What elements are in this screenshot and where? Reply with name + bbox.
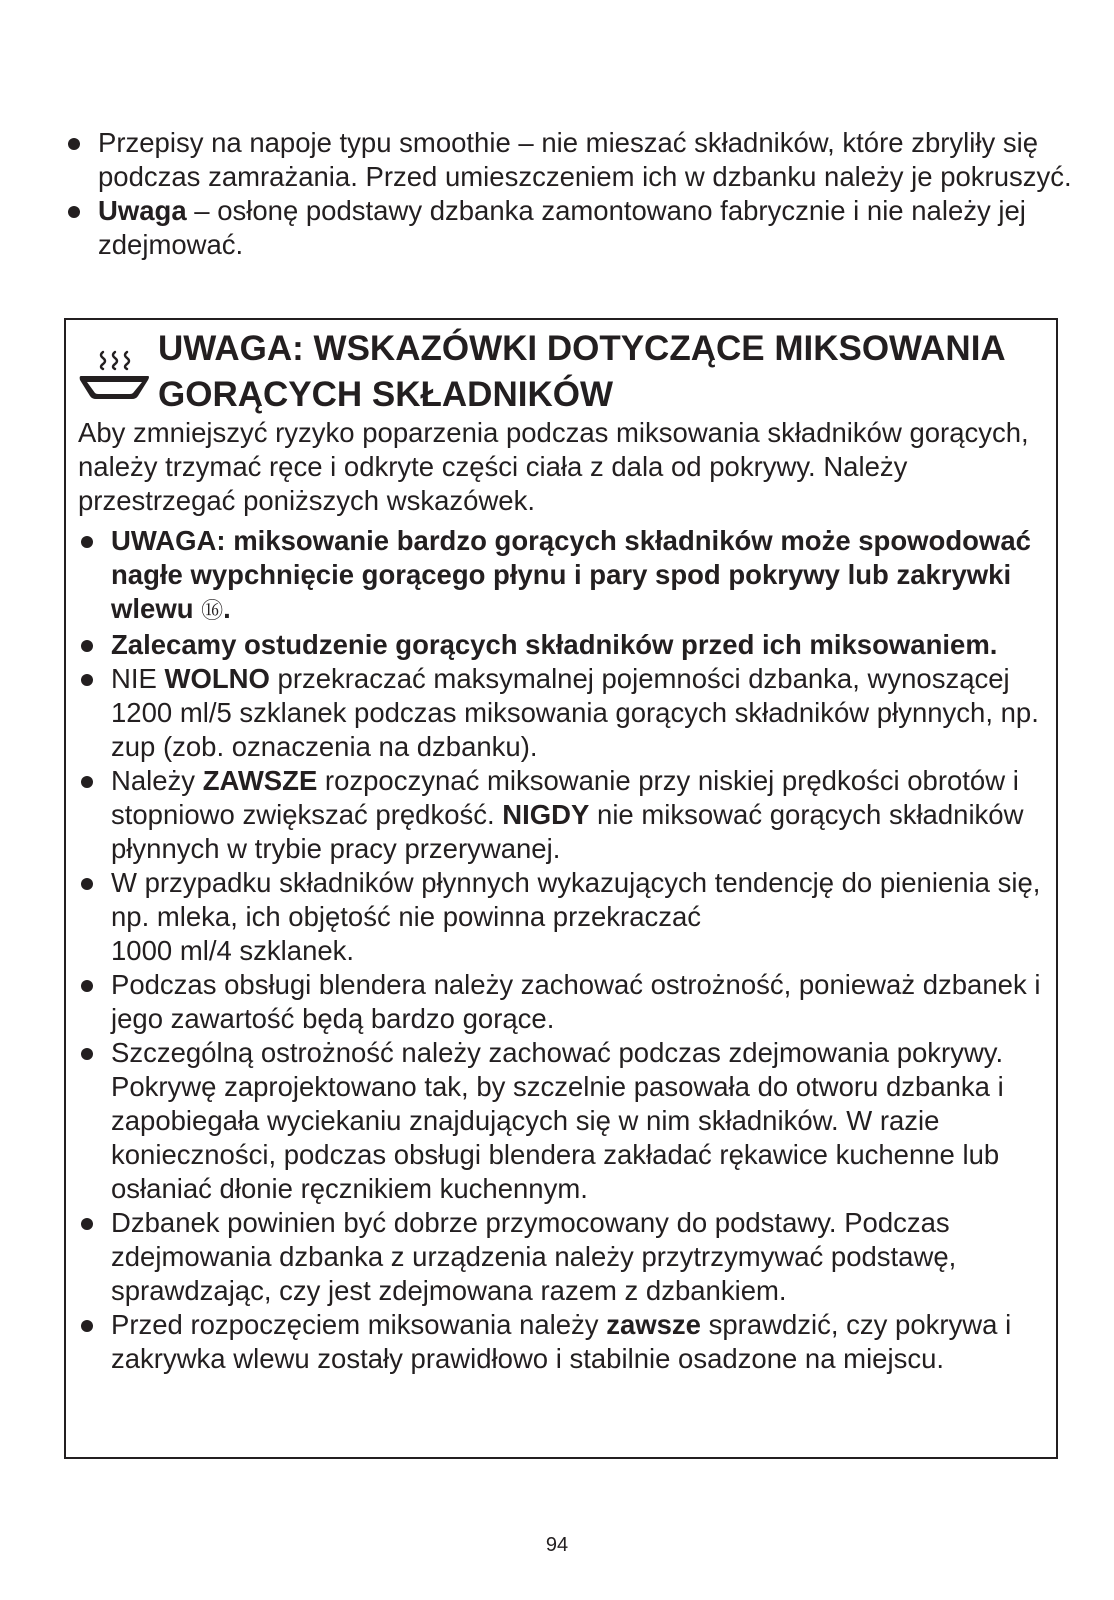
warning-intro: Aby zmniejszyć ryzyko poparzenia podczas miksowania składników gorących, należy trzymać ręce i odkryte części ciała z dala od pokrywy. Należy przestrzegać poniższych wskazówek. [78, 417, 1029, 516]
list-item: Szczególną ostrożność należy zachować podczas zdejmowania pokrywy. Pokrywę zaprojektowano tak, by szczelnie pasowała do otworu dzbanka i zapobiegała wyciekaniu znajdujących się w nim składników. W razie konieczności, podczas obsługi blendera zakładać rękawice kuchenne lub osłaniać dłonie ręcznikiem kuchennym. [78, 1036, 1053, 1206]
hot-bowl-steam-icon [74, 332, 156, 414]
hot-ingredients-warning-box [64, 318, 1058, 1459]
list-item: Uwaga – osłonę podstawy dzbanka zamontowano fabrycznie i nie należy jej zdejmować. [68, 194, 1078, 262]
list-item: UWAGA: miksowanie bardzo gorących składników może spowodować nagłe wypchnięcie gorącego płynu i pary spod pokrywy lub zakrywki wlewu ⑯. [78, 524, 1053, 628]
list-item: Należy ZAWSZE rozpoczynać miksowanie przy niskiej prędkości obrotów i stopniowo zwiększać prędkość. NIGDY nie miksować gorących składników płynnych w trybie pracy przerywanej. [78, 764, 1053, 866]
top-bullet-list [68, 126, 1078, 262]
warning-heading: UWAGA: WSKAZÓWKI DOTYCZĄCE MIKSOWANIA GORĄCYCH SKŁADNIKÓW [158, 329, 1006, 414]
list-item: Przepisy na napoje typu smoothie – nie mieszać składników, które zbryliły się podczas zamrażania. Przed umieszczeniem ich w dzbanku należy je pokruszyć. [68, 126, 1078, 194]
warning-bullet-list [78, 524, 1053, 1376]
list-item: Podczas obsługi blendera należy zachować ostrożność, ponieważ dzbanek i jego zawartość będą bardzo gorące. [78, 968, 1053, 1036]
list-item: Zalecamy ostudzenie gorących składników przed ich miksowaniem. [78, 628, 1053, 662]
bold-text: Uwaga [98, 195, 187, 226]
list-item: Dzbanek powinien być dobrze przymocowany do podstawy. Podczas zdejmowania dzbanka z urządzenia należy przytrzymywać podstawę, sprawdzając, czy jest zdejmowana razem z dzbankiem. [78, 1206, 1053, 1308]
list-item: NIE WOLNO przekraczać maksymalnej pojemności dzbanka, wynoszącej 1200 ml/5 szklanek podczas miksowania gorących składników płynnych, np. zup (zob. oznaczenia na dzbanku). [78, 662, 1053, 764]
callout-number: ⑯ [201, 598, 224, 623]
list-item: W przypadku składników płynnych wykazujących tendencję do pienienia się, np. mleka, ich objętość nie powinna przekraczać 1000 ml/4 szklanek. [78, 866, 1053, 968]
list-item: Przed rozpoczęciem miksowania należy zawsze sprawdzić, czy pokrywa i zakrywka wlewu zostały prawidłowo i stabilnie osadzone na miejscu. [78, 1308, 1053, 1376]
page-number: 94 [545, 1534, 569, 1556]
